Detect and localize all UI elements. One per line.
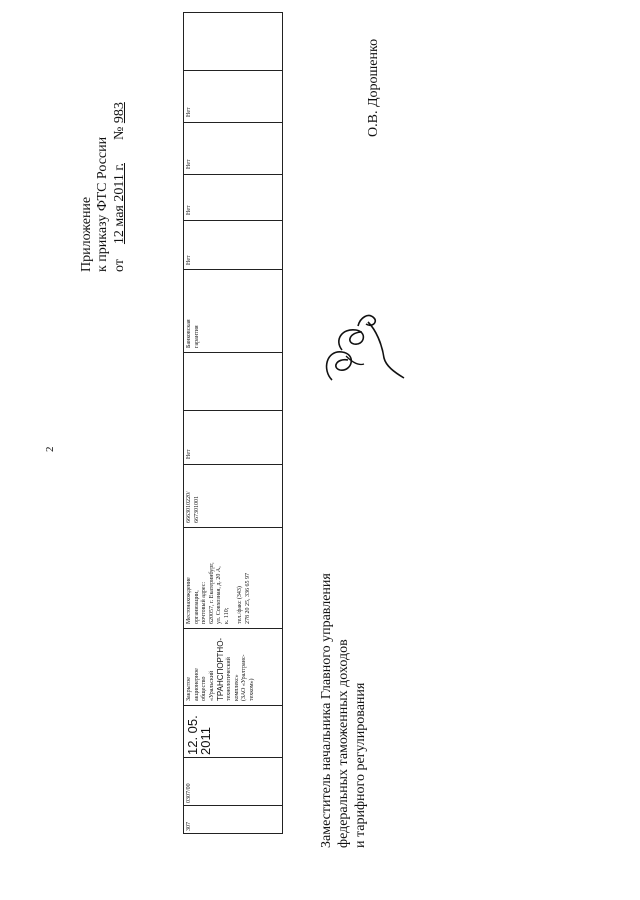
org-line-7: комплекс» bbox=[233, 674, 240, 701]
signer-position-line-3: и тарифного регулирования bbox=[353, 682, 368, 848]
address-line-9: 278 20 25, 336 65 97 bbox=[244, 573, 251, 624]
signature bbox=[312, 300, 412, 400]
cell-net-2 bbox=[184, 221, 282, 269]
number-prefix: № bbox=[112, 126, 127, 140]
org-line-8: (ЗАО «Уралтранс- bbox=[241, 654, 247, 701]
cell-date bbox=[184, 706, 282, 757]
cell-net-5 bbox=[184, 71, 282, 122]
cell-security-text bbox=[186, 319, 201, 348]
address-line-5: ул. Совхозная, д. 20 А, bbox=[216, 566, 222, 624]
address-line-3: почтовый адрес: bbox=[201, 581, 207, 624]
security-line-2: гарантия bbox=[193, 325, 200, 348]
signer-name: О.В. Дорошенко bbox=[366, 38, 381, 137]
page-number: 2 bbox=[44, 446, 56, 452]
signer-position-line-1: Заместитель начальника Главного управления bbox=[319, 573, 334, 848]
cell-address-text bbox=[186, 562, 252, 624]
address-line-2: организации, bbox=[193, 590, 200, 624]
appendix-order-line: к приказу ФТС России bbox=[95, 136, 110, 272]
cell-reg-number-text: 0307/00 bbox=[186, 783, 192, 803]
address-line-8: тел./факс (343) bbox=[237, 586, 243, 624]
cell-address bbox=[184, 528, 282, 628]
cell-net-2-text: Нет bbox=[186, 255, 192, 265]
cell-net-3 bbox=[184, 175, 282, 220]
cell-inn-kpp bbox=[184, 465, 282, 527]
org-line-2: акционерное bbox=[193, 668, 200, 701]
cell-empty bbox=[184, 353, 282, 410]
cell-index bbox=[184, 806, 282, 833]
org-line-6: технологический bbox=[226, 657, 232, 701]
cell-inn-kpp-text bbox=[186, 491, 201, 523]
cell-net-1 bbox=[184, 411, 282, 464]
cell-net-3-text: Нет bbox=[186, 205, 192, 215]
security-line-1: Банковская bbox=[186, 319, 192, 348]
order-number: 983 bbox=[112, 102, 127, 124]
org-line-4: «Уральский bbox=[208, 670, 215, 701]
cell-net-1-text: Нет bbox=[186, 449, 192, 459]
order-date: 12 мая 2011 г. bbox=[112, 163, 127, 245]
date-prefix: от bbox=[112, 259, 127, 272]
cell-last bbox=[184, 13, 282, 70]
cell-date-text: 12. 05. 2011 bbox=[185, 715, 213, 755]
appendix-title: Приложение bbox=[79, 196, 94, 272]
address-line-4: 620057, г. Екатеринбург, bbox=[208, 562, 215, 624]
appendix-date-line bbox=[113, 102, 127, 272]
org-line-9: техком») bbox=[248, 678, 255, 701]
inn-line-1: 6663010220/ bbox=[186, 491, 192, 523]
org-line-1: Закрытое bbox=[186, 677, 192, 701]
cell-security bbox=[184, 270, 282, 352]
registry-table bbox=[183, 12, 283, 834]
cell-organization-text bbox=[186, 638, 256, 701]
cell-net-4-text: Нет bbox=[186, 159, 192, 169]
address-line-6: к. 110; bbox=[223, 607, 230, 624]
cell-organization bbox=[184, 629, 282, 705]
org-line-5: ТРАНСПОРТНО- bbox=[216, 637, 225, 701]
address-line-1: Местонахождение bbox=[186, 577, 192, 624]
cell-index-text: 307 bbox=[186, 822, 192, 831]
signer-position-line-2: федеральных таможенных доходов bbox=[336, 639, 351, 848]
cell-net-4 bbox=[184, 123, 282, 174]
cell-net-5-text: Нет bbox=[186, 107, 192, 117]
inn-line-2: 667301001 bbox=[193, 496, 200, 523]
cell-reg-number bbox=[184, 758, 282, 805]
org-line-3: общество bbox=[201, 676, 207, 701]
